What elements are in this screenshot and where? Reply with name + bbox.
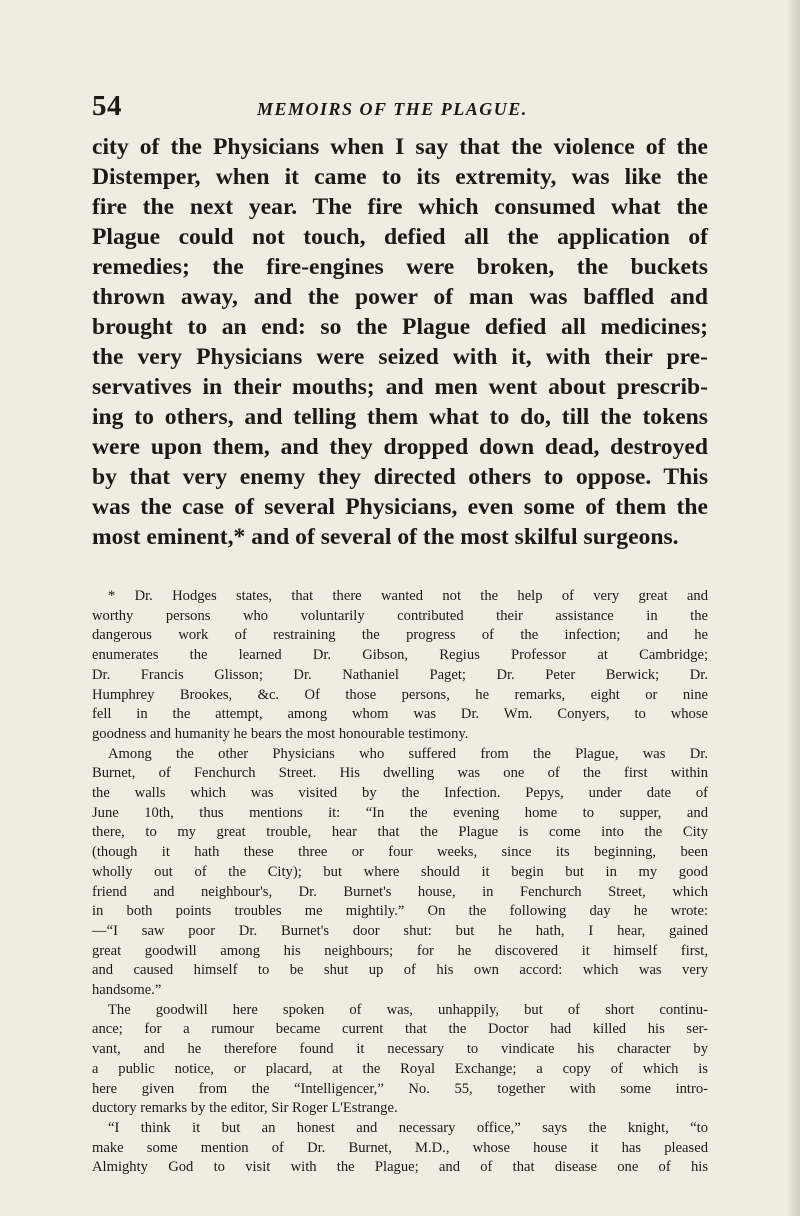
text-line: thrown away, and the power of man was baffled and bbox=[92, 284, 708, 310]
footnote-line: Burnet, of Fenchurch Street. His dwelling was one of the first within bbox=[92, 765, 708, 782]
footnote-line: —“I saw poor Dr. Burnet's door shut: but he hath, I hear, gained bbox=[92, 922, 708, 939]
text-line: ing to others, and telling them what to do, till the tokens bbox=[92, 404, 708, 430]
footnote-line: ance; for a rumour became current that the Doctor had killed his ser- bbox=[92, 1021, 708, 1038]
footnote-line: great goodwill among his neighbours; for he discovered it himself first, bbox=[92, 942, 708, 959]
footnote-line: wholly out of the City); but where should it begin but in my good bbox=[92, 863, 708, 880]
footnote-line: The goodwill here spoken of was, unhappily, but of short continu- bbox=[108, 1001, 708, 1018]
footnote-line: goodness and humanity he bears the most honourable testimony. bbox=[92, 725, 469, 742]
footnote bbox=[92, 587, 708, 1178]
text-line: were upon them, and they dropped down dead, destroyed bbox=[92, 434, 708, 460]
footnote-line: Dr. Francis Glisson; Dr. Nathaniel Paget; Dr. Peter Berwick; Dr. bbox=[92, 666, 708, 683]
text-line: city of the Physicians when I say that the violence of the bbox=[92, 134, 708, 160]
page-number: 54 bbox=[92, 90, 122, 122]
text-line: by that very enemy they directed others to oppose. This bbox=[92, 464, 708, 490]
text-line: the very Physicians were seized with it, with their pre- bbox=[92, 344, 708, 370]
footnote-line: vant, and he therefore found it necessary to vindicate his character by bbox=[92, 1041, 708, 1058]
footnote-line: there, to my great trouble, hear that the Plague is come into the City bbox=[92, 824, 708, 841]
footnote-line: make some mention of Dr. Burnet, M.D., whose house it has pleased bbox=[92, 1139, 708, 1156]
footnote-line: fell in the attempt, among whom was Dr. Wm. Conyers, to whose bbox=[92, 706, 708, 723]
text-line: fire the next year. The fire which consumed what the bbox=[92, 194, 708, 220]
text-line: most eminent,* and of several of the most skilful surgeons. bbox=[92, 524, 679, 550]
footnote-line: “I think it but an honest and necessary office,” says the knight, “to bbox=[108, 1119, 708, 1136]
footnote-line: Humphrey Brookes, &c. Of those persons, he remarks, eight or nine bbox=[92, 686, 708, 703]
footnote-line: worthy persons who voluntarily contributed their assistance in the bbox=[92, 607, 708, 624]
footnote-line: enumerates the learned Dr. Gibson, Regius Professor at Cambridge; bbox=[92, 647, 708, 664]
page-header bbox=[92, 90, 712, 130]
footnote-line: here given from the “Intelligencer,” No. 55, together with some intro- bbox=[92, 1080, 708, 1097]
footnote-line: handsome.” bbox=[92, 982, 162, 999]
footnote-line: friend and neighbour's, Dr. Burnet's house, in Fenchurch Street, which bbox=[92, 883, 708, 900]
text-line: servatives in their mouths; and men went about prescrib- bbox=[92, 374, 708, 400]
footnote-line: Among the other Physicians who suffered from the Plague, was Dr. bbox=[108, 745, 708, 762]
text-line: Distemper, when it came to its extremity, was like the bbox=[92, 164, 708, 190]
footnote-line: ductory remarks by the editor, Sir Roger L'Estrange. bbox=[92, 1100, 398, 1117]
text-line: remedies; the fire-engines were broken, the buckets bbox=[92, 254, 708, 280]
footnote-line: and caused himself to be shut up of his own accord: which was very bbox=[92, 962, 708, 979]
footnote-line: * Dr. Hodges states, that there wanted not the help of very great and bbox=[108, 588, 708, 604]
footnote-line: June 10th, thus mentions it: “In the evening home to supper, and bbox=[92, 804, 708, 821]
footnote-line: the walls which was visited by the Infection. Pepys, under date of bbox=[92, 785, 708, 802]
text-line: Plague could not touch, defied all the application of bbox=[92, 224, 708, 250]
footnote-line: in both points troubles me mightily.” On the following day he wrote: bbox=[92, 903, 708, 920]
footnote-line: dangerous work of restraining the progress of the infection; and he bbox=[92, 627, 708, 644]
page-edge-shadow bbox=[786, 0, 800, 1216]
running-head: MEMOIRS OF THE PLAGUE. bbox=[257, 99, 528, 119]
text-line: was the case of several Physicians, even some of them the bbox=[92, 494, 708, 520]
footnote-line: a public notice, or placard, at the Royal Exchange; a copy of which is bbox=[92, 1060, 708, 1077]
text-line: brought to an end: so the Plague defied all medicines; bbox=[92, 314, 708, 340]
footnote-line: Almighty God to visit with the Plague; and of that disease one of his bbox=[92, 1159, 708, 1176]
main-text bbox=[92, 132, 708, 552]
footnote-line: (though it hath these three or four weeks, since its beginning, been bbox=[92, 844, 708, 861]
